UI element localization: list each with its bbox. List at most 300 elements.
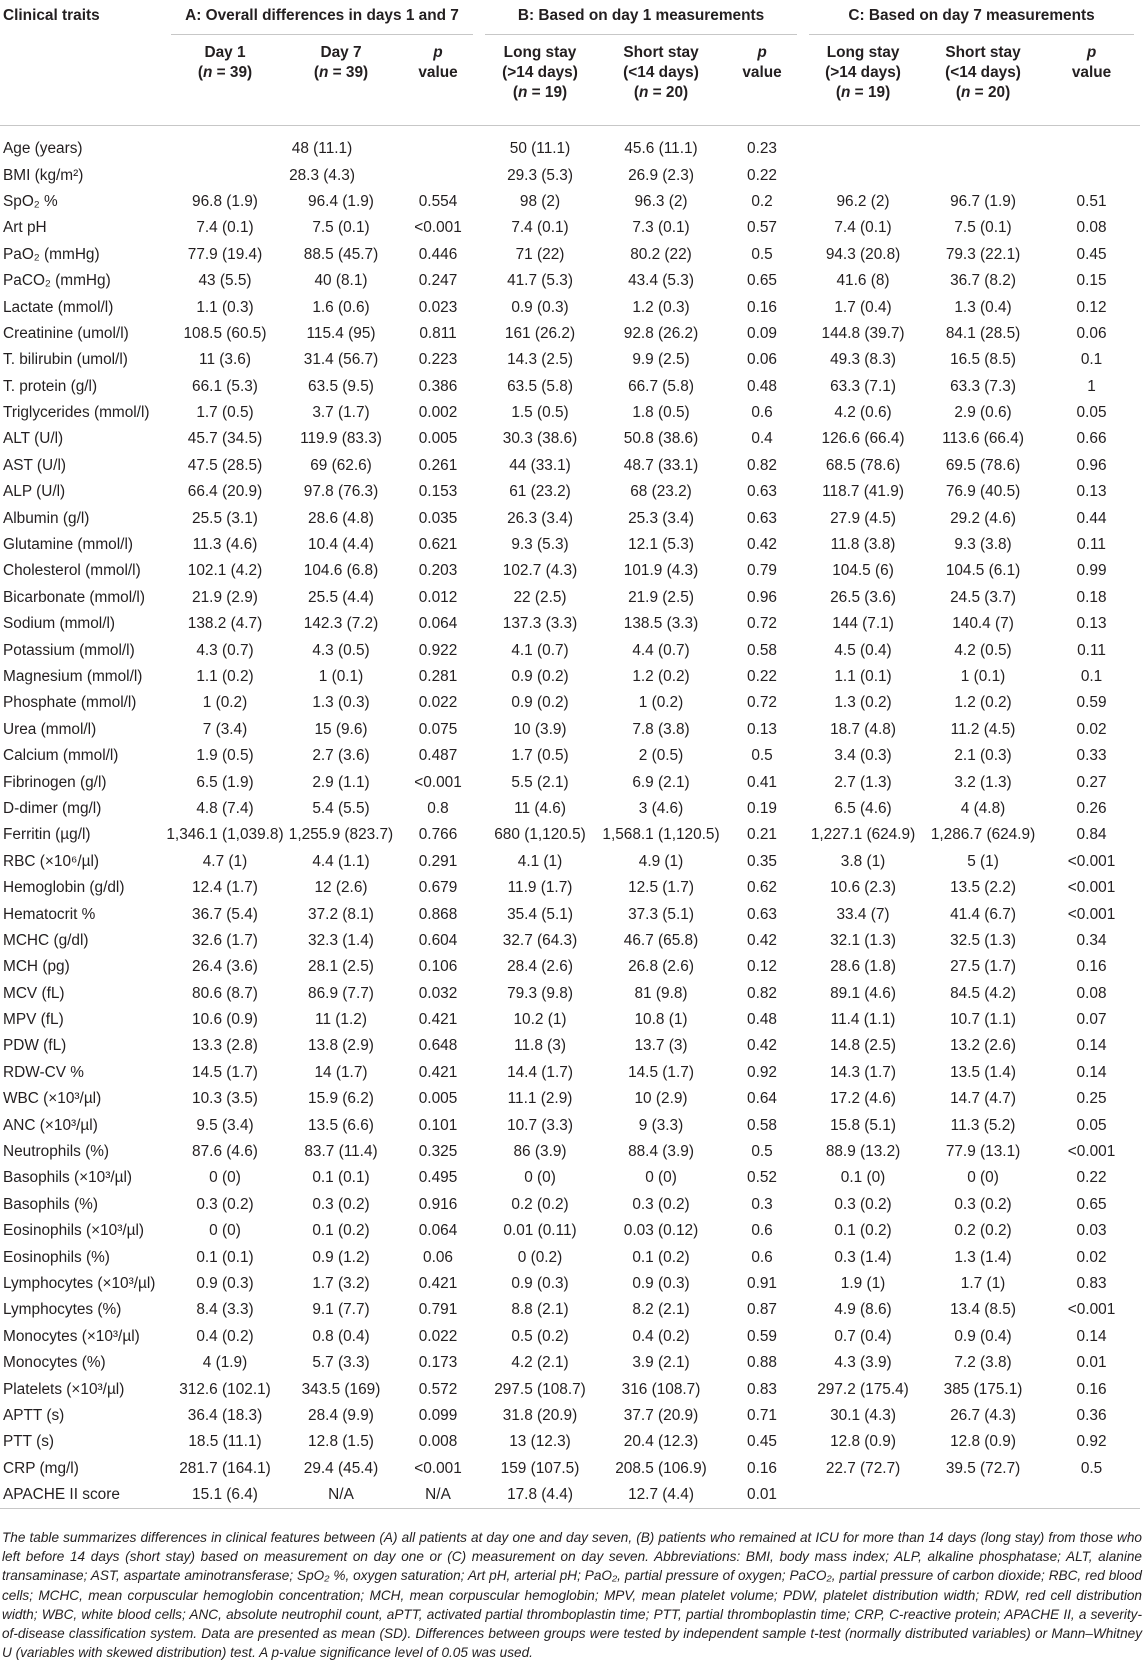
table-cell: 68 (23.2) xyxy=(630,483,692,501)
table-cell: 0.03 xyxy=(1076,1222,1107,1240)
table-cell: 0.64 xyxy=(747,1090,777,1108)
table-cell: 13.7 (3) xyxy=(634,1037,688,1055)
table-row xyxy=(0,1482,1140,1509)
table-row xyxy=(0,1350,1140,1376)
table-cell: 92.8 (26.2) xyxy=(623,324,699,342)
table-cell: 32.7 (64.3) xyxy=(502,931,578,949)
table-cell: 0 (0) xyxy=(524,1169,556,1187)
table-cell: 0.291 xyxy=(418,852,458,870)
table-cell: 0.9 (0.3) xyxy=(511,298,569,316)
table-cell: 0.82 xyxy=(747,456,777,474)
table-cell: 31.4 (56.7) xyxy=(303,351,379,369)
b-value-label: value xyxy=(742,64,782,81)
table-cell: 0.023 xyxy=(418,298,458,316)
table-cell: 1 xyxy=(1087,377,1096,395)
table-cell: 0.1 (0.2) xyxy=(632,1248,690,1266)
table-cell: 40 (8.1) xyxy=(314,272,368,290)
table-cell: 49.3 (8.3) xyxy=(830,351,896,369)
table-row xyxy=(0,426,1140,452)
table-cell: 0.88 xyxy=(747,1354,777,1372)
table-cell: 15.9 (6.2) xyxy=(308,1090,374,1108)
row-label: MPV (fL) xyxy=(3,1011,64,1029)
table-cell: 97.8 (76.3) xyxy=(303,483,379,501)
table-cell: 0.9 (1.2) xyxy=(312,1248,370,1266)
table-cell: 5.5 (2.1) xyxy=(511,773,569,791)
row-label: Calcium (mmol/l) xyxy=(3,747,119,765)
table-cell: 41.6 (8) xyxy=(836,272,890,290)
table-cell: 77.9 (19.4) xyxy=(187,245,263,263)
table-cell: 138.5 (3.3) xyxy=(623,615,699,633)
table-cell: 4 (4.8) xyxy=(960,799,1006,817)
row-label: Potassium (mmol/l) xyxy=(3,641,135,659)
table-cell: 11.3 (5.2) xyxy=(950,1116,1016,1134)
table-row xyxy=(0,928,1140,954)
table-cell: 0.42 xyxy=(747,536,777,554)
table-cell: 101.9 (4.3) xyxy=(623,562,699,580)
table-cell: 98 (2) xyxy=(519,192,561,210)
table-cell: 14.7 (4.7) xyxy=(950,1090,1016,1108)
table-cell: 104.6 (6.8) xyxy=(303,562,379,580)
table-cell: 0.032 xyxy=(418,984,458,1002)
row-label: Monocytes (×10³/µl) xyxy=(3,1327,140,1345)
table-cell: 0.325 xyxy=(418,1143,458,1161)
table-cell: 0.554 xyxy=(418,192,458,210)
table-row xyxy=(0,162,1140,188)
table-cell: 102.7 (4.3) xyxy=(502,562,578,580)
row-label: Basophils (%) xyxy=(3,1195,98,1213)
table-cell: 0.11 xyxy=(1077,536,1106,554)
table-cell: 0.1 xyxy=(1080,668,1103,685)
table-cell: 0.7 (0.4) xyxy=(834,1327,892,1345)
row-label: MCH (pg) xyxy=(3,958,70,976)
table-cell: <0.001 xyxy=(414,219,462,237)
table-cell: 1.2 (0.2) xyxy=(632,668,690,685)
table-cell: 108.5 (60.5) xyxy=(183,324,267,342)
table-cell: 7.4 (0.1) xyxy=(511,219,569,237)
table-cell: 12.7 (4.4) xyxy=(601,1482,721,1509)
table-cell: 0.71 xyxy=(747,1406,777,1424)
table-cell: 50.8 (38.6) xyxy=(623,430,699,448)
table-cell: 12 (2.6) xyxy=(314,879,368,897)
table-cell: 10.4 (4.4) xyxy=(308,536,374,554)
table-cell: 0.421 xyxy=(418,1011,458,1029)
row-label: ALP (U/l) xyxy=(3,483,66,501)
table-cell: 28.3 (4.3) xyxy=(289,166,355,184)
table-cell: 18.7 (4.8) xyxy=(830,720,896,738)
table-cell: 0.13 xyxy=(1076,615,1107,633)
table-cell: 0.25 xyxy=(1076,1090,1107,1108)
row-label: MCHC (g/dl) xyxy=(3,931,89,949)
group-a-rule xyxy=(171,34,473,35)
table-cell: 0.01 xyxy=(721,1482,803,1509)
table-cell: 11.8 (3.8) xyxy=(830,536,896,554)
table-cell: 5 (1) xyxy=(967,852,999,870)
row-label: Age (years) xyxy=(3,140,83,158)
table-row xyxy=(0,294,1140,320)
row-label: Magnesium (mmol/l) xyxy=(3,668,143,685)
table-cell: 37.2 (8.1) xyxy=(308,905,374,923)
table-cell: 0.96 xyxy=(1076,456,1107,474)
table-cell: 144.8 (39.7) xyxy=(821,324,905,342)
a-day1-n: (n = 39) xyxy=(197,64,253,81)
table-cell: 0.63 xyxy=(747,483,777,501)
b-pvalue-header xyxy=(721,43,803,126)
table-cell: 26.5 (3.6) xyxy=(830,588,896,606)
table-row xyxy=(0,1007,1140,1033)
table-cell: 9.3 (3.8) xyxy=(954,536,1012,554)
table-cell: 10 (2.9) xyxy=(634,1090,688,1108)
table-cell: 159 (107.5) xyxy=(500,1459,580,1477)
table-cell: 2.9 (1.1) xyxy=(312,773,370,791)
table-cell: 63.5 (5.8) xyxy=(507,377,573,395)
table-cell: 10.2 (1) xyxy=(513,1011,567,1029)
table-cell: 28.4 (9.9) xyxy=(308,1406,374,1424)
table-cell: 0.92 xyxy=(1076,1433,1107,1451)
table-cell: 16.5 (8.5) xyxy=(950,351,1016,369)
table-cell: 0.2 (0.2) xyxy=(511,1195,569,1213)
table-cell: 4.3 (0.7) xyxy=(196,641,254,659)
table-cell: 32.5 (1.3) xyxy=(950,931,1016,949)
table-cell: 0.572 xyxy=(418,1380,458,1398)
table-cell: 1,255.9 (823.7) xyxy=(288,826,394,844)
table-cell: 0.33 xyxy=(1076,747,1107,765)
table-cell: 2.7 (1.3) xyxy=(834,773,892,791)
table-cell: 6.5 (4.6) xyxy=(834,799,892,817)
row-label: MCV (fL) xyxy=(3,984,65,1002)
table-row xyxy=(0,822,1140,848)
table-cell: 0.83 xyxy=(1076,1274,1107,1292)
table-cell: 26.4 (3.6) xyxy=(192,958,258,976)
table-cell: 0.6 xyxy=(751,404,773,422)
table-cell: 1.1 (0.1) xyxy=(834,668,892,685)
table-cell: 0.153 xyxy=(418,483,458,501)
table-cell: 1.1 (0.2) xyxy=(196,668,254,685)
table-row xyxy=(0,1429,1140,1455)
table-cell: 1 (0.2) xyxy=(202,694,248,712)
table-cell: 66.4 (20.9) xyxy=(187,483,263,501)
table-cell: 0.34 xyxy=(1076,931,1107,949)
table-cell: 10 (3.9) xyxy=(513,720,567,738)
table-row xyxy=(0,347,1140,373)
table-cell: 1,568.1 (1,120.5) xyxy=(602,826,720,844)
table-cell: 0.6 xyxy=(751,1222,773,1240)
table-cell: 0.075 xyxy=(418,720,458,738)
table-cell: 0.66 xyxy=(1076,430,1107,448)
table-cell: 13 (12.3) xyxy=(509,1433,571,1451)
table-cell: 13.3 (2.8) xyxy=(192,1037,258,1055)
row-label: Lymphocytes (%) xyxy=(3,1301,122,1319)
table-cell: 0.1 (0.1) xyxy=(196,1248,254,1266)
table-cell: 43 (5.5) xyxy=(198,272,252,290)
table-cell: 11 (1.2) xyxy=(315,1011,367,1029)
table-cell: 0.63 xyxy=(747,905,777,923)
table-cell: 13.5 (1.4) xyxy=(950,1063,1016,1081)
table-row xyxy=(0,664,1140,690)
table-cell: 1 (0.1) xyxy=(960,668,1006,685)
table-cell: 61 (23.2) xyxy=(509,483,571,501)
table-cell: 0.064 xyxy=(418,1222,458,1240)
table-cell: 1.7 (3.2) xyxy=(312,1274,370,1292)
table-cell: 5.7 (3.3) xyxy=(312,1354,370,1372)
group-c-rule xyxy=(809,34,1134,35)
table-row xyxy=(0,1376,1140,1402)
table-cell: 12.1 (5.3) xyxy=(628,536,694,554)
row-label: Neutrophils (%) xyxy=(3,1143,110,1161)
table-cell: 80.6 (8.7) xyxy=(192,984,258,1002)
table-cell: 4 (1.9) xyxy=(202,1354,248,1372)
table-cell: 297.2 (175.4) xyxy=(817,1380,909,1398)
table-row xyxy=(0,126,1140,163)
table-cell: 0.16 xyxy=(747,298,777,316)
row-label: CRP (mg/l) xyxy=(3,1459,79,1477)
table-body xyxy=(0,126,1140,1509)
row-label: PTT (s) xyxy=(3,1433,55,1451)
row-label: AST (U/l) xyxy=(3,456,66,474)
c-short-days: (<14 days) xyxy=(945,64,1021,81)
table-cell: 0.261 xyxy=(418,456,458,474)
table-cell: 88.5 (45.7) xyxy=(303,245,379,263)
b-short-n: (n = 20) xyxy=(633,84,689,101)
table-cell: 142.3 (7.2) xyxy=(303,615,379,633)
table-cell: 0.5 xyxy=(751,245,773,263)
table-cell: 0.59 xyxy=(747,1327,777,1345)
table-cell: 9 (3.3) xyxy=(638,1116,684,1134)
table-cell: 1.3 (1.4) xyxy=(954,1248,1012,1266)
table-cell: 0.22 xyxy=(747,668,777,685)
table-cell: <0.001 xyxy=(1067,879,1116,897)
row-label: Bicarbonate (mmol/l) xyxy=(3,588,145,606)
table-cell: 10.6 (0.9) xyxy=(192,1011,258,1029)
table-cell: 27.9 (4.5) xyxy=(830,509,896,527)
table-row xyxy=(0,400,1140,426)
table-cell: 0.06 xyxy=(423,1248,453,1266)
a-day7-label: Day 7 xyxy=(320,44,362,61)
table-cell: <0.001 xyxy=(1067,852,1116,870)
table-cell: 1.7 (0.5) xyxy=(511,747,569,765)
table-cell: 0.247 xyxy=(418,272,458,290)
row-label: Monocytes (%) xyxy=(3,1354,106,1372)
table-cell: 0 (0.2) xyxy=(517,1248,563,1266)
row-label: Sodium (mmol/l) xyxy=(3,615,116,633)
c-short-header xyxy=(923,43,1043,126)
table-row xyxy=(0,374,1140,400)
b-long-label: Long stay xyxy=(503,44,577,61)
table-cell: 0.648 xyxy=(418,1037,458,1055)
table-cell: 28.1 (2.5) xyxy=(308,958,374,976)
table-cell: 0.495 xyxy=(418,1169,458,1187)
table-cell: 84.1 (28.5) xyxy=(945,324,1021,342)
table-cell: 0.09 xyxy=(747,324,777,342)
table-cell: 77.9 (13.1) xyxy=(945,1143,1021,1161)
row-label: Urea (mmol/l) xyxy=(3,720,97,738)
table-row xyxy=(0,1060,1140,1086)
table-cell: 30.3 (38.6) xyxy=(502,430,578,448)
row-label: RBC (×10⁶/µl) xyxy=(3,852,100,870)
table-cell: 0.12 xyxy=(1076,298,1107,316)
table-cell: 4.2 (0.6) xyxy=(834,404,892,422)
table-cell: 41.4 (6.7) xyxy=(950,905,1016,923)
table-cell: 0.421 xyxy=(418,1274,458,1292)
table-cell: 0.41 xyxy=(747,773,777,791)
table-cell: 88.9 (13.2) xyxy=(825,1143,901,1161)
table-cell: 9.1 (7.7) xyxy=(312,1301,370,1319)
table-row xyxy=(0,505,1140,531)
table-cell: 11.4 (1.1) xyxy=(830,1011,896,1029)
a-day1-header xyxy=(165,43,285,126)
table-cell: 79.3 (22.1) xyxy=(945,245,1021,263)
table-cell: 0.52 xyxy=(747,1169,777,1187)
table-cell: 96.3 (2) xyxy=(634,192,688,210)
table-cell: 28.4 (2.6) xyxy=(507,958,573,976)
table-cell: 37.7 (20.9) xyxy=(623,1406,699,1424)
row-label: Lactate (mmol/l) xyxy=(3,298,114,316)
table-row xyxy=(0,1086,1140,1112)
table-cell: 12.8 (1.5) xyxy=(308,1433,374,1451)
table-cell: N/A xyxy=(397,1482,479,1509)
row-label: Platelets (×10³/µl) xyxy=(3,1380,125,1398)
table-cell: 4.8 (7.4) xyxy=(196,799,254,817)
table-cell: 83.7 (11.4) xyxy=(304,1143,378,1161)
table-cell: 0.4 (0.2) xyxy=(632,1327,690,1345)
table-cell: 1.7 (0.5) xyxy=(196,404,254,422)
table-cell: 0.5 xyxy=(751,747,773,765)
table-cell: 11 (3.6) xyxy=(199,351,251,369)
table-cell: 26.7 (4.3) xyxy=(950,1406,1016,1424)
table-cell: 1.9 (1) xyxy=(840,1274,886,1292)
table-cell: 32.1 (1.3) xyxy=(830,931,896,949)
table-cell: 66.1 (5.3) xyxy=(192,377,258,395)
table-cell: 76.9 (40.5) xyxy=(945,483,1021,501)
table-cell: 140.4 (7) xyxy=(952,615,1014,633)
row-label: APACHE II score xyxy=(0,1482,165,1509)
table-cell: 0 (0) xyxy=(209,1169,241,1187)
table-cell: 79.3 (9.8) xyxy=(507,984,573,1002)
row-label: Creatinine (umol/l) xyxy=(3,324,129,342)
table-row xyxy=(0,321,1140,347)
table-cell: 137.3 (3.3) xyxy=(502,615,578,633)
table-cell: 0.48 xyxy=(747,377,777,395)
table-cell: 0.65 xyxy=(1076,1195,1107,1213)
c-short-label: Short stay xyxy=(945,44,1021,61)
row-label: APTT (s) xyxy=(3,1406,65,1424)
table-row xyxy=(0,1218,1140,1244)
row-label: T. protein (g/l) xyxy=(3,377,98,395)
a-day7-n: (n = 39) xyxy=(313,64,369,81)
table-cell xyxy=(1043,1482,1140,1509)
table-cell: 118.7 (41.9) xyxy=(822,483,904,501)
group-b-header xyxy=(479,6,803,43)
table-cell: 12.8 (0.9) xyxy=(830,1433,896,1451)
table-cell: 0.922 xyxy=(418,641,458,659)
row-label: Phosphate (mmol/l) xyxy=(3,694,137,712)
table-cell: 0.21 xyxy=(747,826,777,844)
table-cell: 0.48 xyxy=(747,1011,777,1029)
table-cell: 44 (33.1) xyxy=(509,456,571,474)
table-row xyxy=(0,558,1140,584)
table-cell: 5.4 (5.5) xyxy=(312,799,370,817)
table-cell: <0.001 xyxy=(414,1459,462,1477)
table-cell: 13.5 (6.6) xyxy=(308,1116,374,1134)
table-cell: 1 (0.2) xyxy=(638,694,684,712)
table-row xyxy=(0,532,1140,558)
table-cell: 0.3 (0.2) xyxy=(954,1195,1012,1213)
table-cell: 4.2 (0.5) xyxy=(954,641,1012,659)
row-label: Basophils (×10³/µl) xyxy=(3,1169,133,1187)
table-cell: 161 (26.2) xyxy=(504,324,576,342)
table-cell xyxy=(803,162,923,188)
group-c-label: C: Based on day 7 measurements xyxy=(848,7,1095,24)
c-pvalue-header xyxy=(1043,43,1140,126)
table-cell: 2.1 (0.3) xyxy=(954,747,1012,765)
table-cell: 0.3 (0.2) xyxy=(196,1195,254,1213)
group-header-row xyxy=(0,6,1140,43)
table-cell: 11 (4.6) xyxy=(514,799,566,817)
table-cell: 71 (22) xyxy=(515,245,565,263)
row-label: SpO₂ % xyxy=(3,192,58,210)
table-cell: 36.7 (8.2) xyxy=(950,272,1016,290)
table-cell: 0.223 xyxy=(418,351,458,369)
table-cell: 0.3 (0.2) xyxy=(312,1195,370,1213)
table-cell: 47.5 (28.5) xyxy=(187,456,263,474)
table-cell: 0.3 (0.2) xyxy=(834,1195,892,1213)
table-cell: 0.4 xyxy=(751,430,773,448)
table-row xyxy=(0,1244,1140,1270)
row-label: ALT (U/l) xyxy=(3,430,64,448)
table-cell: 0.08 xyxy=(1076,219,1107,237)
table-cell: 89.1 (4.6) xyxy=(830,984,896,1002)
table-cell: 0.07 xyxy=(1076,1011,1107,1029)
table-row xyxy=(0,1324,1140,1350)
table-cell: 0.99 xyxy=(1076,562,1107,580)
table-cell: 28.6 (1.8) xyxy=(830,958,896,976)
table-cell: 0.65 xyxy=(747,272,777,290)
table-cell: 0.02 xyxy=(1076,720,1107,738)
table-cell: 1.5 (0.5) xyxy=(511,404,569,422)
table-cell: 25.5 (4.4) xyxy=(308,588,374,606)
table-cell: 0.03 (0.12) xyxy=(623,1222,699,1240)
table-cell: 0.02 xyxy=(1076,1248,1107,1266)
table-cell: 7.5 (0.1) xyxy=(954,219,1012,237)
table-cell: 0.5 xyxy=(1080,1459,1103,1477)
table-cell: 0.62 xyxy=(747,879,777,897)
table-cell: 0.57 xyxy=(747,219,777,237)
table-cell: 7.5 (0.1) xyxy=(312,219,370,237)
table-cell: 0.604 xyxy=(418,931,458,949)
table-cell: 0.005 xyxy=(418,430,458,448)
table-cell: 0.3 (0.2) xyxy=(632,1195,690,1213)
table-cell: 14.8 (2.5) xyxy=(830,1037,896,1055)
table-cell: 0.4 (0.2) xyxy=(196,1327,254,1345)
table-cell xyxy=(1043,126,1140,163)
table-cell: 9.3 (5.3) xyxy=(511,536,569,554)
table-cell: 3.9 (2.1) xyxy=(632,1354,690,1372)
table-cell: 21.9 (2.9) xyxy=(192,588,258,606)
table-cell: 26.9 (2.3) xyxy=(628,166,694,184)
table-cell: 4.3 (0.5) xyxy=(312,641,370,659)
group-b-label: B: Based on day 1 measurements xyxy=(517,7,765,24)
table-cell: 0.42 xyxy=(747,931,777,949)
table-cell: 20.4 (12.3) xyxy=(623,1433,699,1451)
table-row xyxy=(0,1192,1140,1218)
table-cell: 0.2 xyxy=(751,192,773,210)
table-cell: 15 (9.6) xyxy=(314,720,368,738)
b-p-label: p xyxy=(757,44,767,61)
table-cell: 3.8 (1) xyxy=(840,852,886,870)
table-cell: 0.72 xyxy=(747,615,777,633)
table-cell: 0.08 xyxy=(1076,984,1107,1002)
table-cell xyxy=(923,1482,1043,1509)
table-cell: 0.16 xyxy=(1076,1380,1107,1398)
